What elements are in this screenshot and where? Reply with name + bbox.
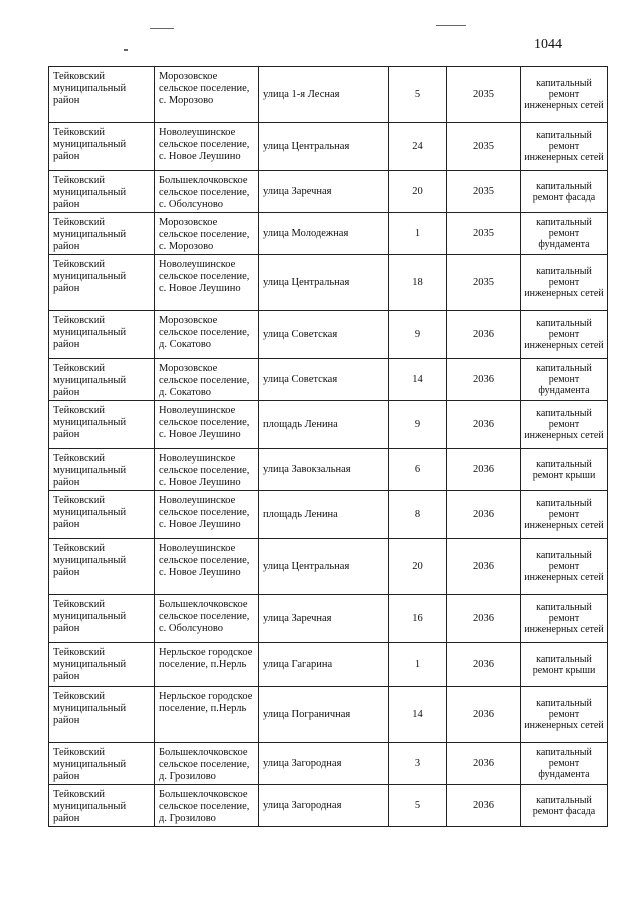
district-cell: Тейковский муниципальный район: [49, 687, 155, 743]
street-cell: улица Загородная: [259, 743, 389, 785]
work-type-cell: капитальный ремонт фундамента: [521, 743, 608, 785]
house-number-cell: 9: [389, 401, 447, 449]
year-cell: 2035: [447, 213, 521, 255]
house-number-cell: 18: [389, 255, 447, 311]
settlement-cell: Большеклочковское сельское поселение, д. Грозилово: [155, 785, 259, 827]
work-type-cell: капитальный ремонт фасада: [521, 785, 608, 827]
scan-artifact-line: [124, 49, 128, 51]
work-type-cell: капитальный ремонт инженерных сетей: [521, 539, 608, 595]
year-cell: 2036: [447, 401, 521, 449]
table-row: [49, 171, 608, 213]
house-number-cell: 1: [389, 213, 447, 255]
table-row: [49, 595, 608, 643]
house-number-cell: 6: [389, 449, 447, 491]
year-cell: 2035: [447, 123, 521, 171]
house-number-cell: 20: [389, 171, 447, 213]
street-cell: улица Гагарина: [259, 643, 389, 687]
district-cell: Тейковский муниципальный район: [49, 67, 155, 123]
table-row: [49, 643, 608, 687]
work-type-cell: капитальный ремонт инженерных сетей: [521, 255, 608, 311]
settlement-cell: Новолеушинское сельское поселение, с. Новое Леушино: [155, 491, 259, 539]
street-cell: площадь Ленина: [259, 491, 389, 539]
page-number: 1044: [534, 37, 562, 52]
district-cell: Тейковский муниципальный район: [49, 743, 155, 785]
work-type-cell: капитальный ремонт крыши: [521, 643, 608, 687]
year-cell: 2036: [447, 595, 521, 643]
house-number-cell: 5: [389, 785, 447, 827]
house-number-cell: 1: [389, 643, 447, 687]
street-cell: улица Центральная: [259, 123, 389, 171]
work-type-cell: капитальный ремонт инженерных сетей: [521, 595, 608, 643]
district-cell: Тейковский муниципальный район: [49, 539, 155, 595]
street-cell: площадь Ленина: [259, 401, 389, 449]
settlement-cell: Новолеушинское сельское поселение, с. Новое Леушино: [155, 449, 259, 491]
district-cell: Тейковский муниципальный район: [49, 359, 155, 401]
street-cell: улица Советская: [259, 311, 389, 359]
house-number-cell: 20: [389, 539, 447, 595]
district-cell: Тейковский муниципальный район: [49, 643, 155, 687]
street-cell: улица Заречная: [259, 595, 389, 643]
table-row: [49, 401, 608, 449]
settlement-cell: Новолеушинское сельское поселение, с. Новое Леушино: [155, 255, 259, 311]
work-type-cell: капитальный ремонт фундамента: [521, 213, 608, 255]
table-row: [49, 255, 608, 311]
settlement-cell: Большеклочковское сельское поселение, с. Оболсуново: [155, 595, 259, 643]
settlement-cell: Новолеушинское сельское поселение, с. Новое Леушино: [155, 123, 259, 171]
house-number-cell: 5: [389, 67, 447, 123]
settlement-cell: Нерльское городское поселение, п.Нерль: [155, 643, 259, 687]
district-cell: Тейковский муниципальный район: [49, 123, 155, 171]
street-cell: улица Центральная: [259, 255, 389, 311]
settlement-cell: Новолеушинское сельское поселение, с. Новое Леушино: [155, 401, 259, 449]
work-type-cell: капитальный ремонт инженерных сетей: [521, 67, 608, 123]
settlement-cell: Новолеушинское сельское поселение, с. Новое Леушино: [155, 539, 259, 595]
table-row: [49, 687, 608, 743]
work-type-cell: капитальный ремонт инженерных сетей: [521, 491, 608, 539]
settlement-cell: Морозовское сельское поселение, с. Морозово: [155, 67, 259, 123]
street-cell: улица Советская: [259, 359, 389, 401]
table-row: [49, 449, 608, 491]
work-type-cell: капитальный ремонт фундамента: [521, 359, 608, 401]
year-cell: 2036: [447, 687, 521, 743]
district-cell: Тейковский муниципальный район: [49, 311, 155, 359]
table-row: [49, 67, 608, 123]
settlement-cell: Большеклочковское сельское поселение, д. Грозилово: [155, 743, 259, 785]
table-row: [49, 123, 608, 171]
house-number-cell: 8: [389, 491, 447, 539]
year-cell: 2036: [447, 491, 521, 539]
settlement-cell: Нерльское городское поселение, п.Нерль: [155, 687, 259, 743]
work-type-cell: капитальный ремонт инженерных сетей: [521, 311, 608, 359]
table-body: [49, 67, 608, 827]
district-cell: Тейковский муниципальный район: [49, 491, 155, 539]
year-cell: 2036: [447, 539, 521, 595]
table-row: [49, 743, 608, 785]
table-row: [49, 539, 608, 595]
settlement-cell: Большеклочковское сельское поселение, с. Оболсуново: [155, 171, 259, 213]
street-cell: улица Пограничная: [259, 687, 389, 743]
settlement-cell: Морозовское сельское поселение, д. Сокатово: [155, 359, 259, 401]
street-cell: улица Завокзальная: [259, 449, 389, 491]
table-row: [49, 213, 608, 255]
repair-schedule-table: [48, 66, 608, 827]
year-cell: 2035: [447, 255, 521, 311]
district-cell: Тейковский муниципальный район: [49, 213, 155, 255]
scan-artifact-line: [150, 28, 174, 29]
district-cell: Тейковский муниципальный район: [49, 785, 155, 827]
year-cell: 2036: [447, 643, 521, 687]
district-cell: Тейковский муниципальный район: [49, 449, 155, 491]
settlement-cell: Морозовское сельское поселение, д. Сокатово: [155, 311, 259, 359]
street-cell: улица Загородная: [259, 785, 389, 827]
year-cell: 2035: [447, 171, 521, 213]
settlement-cell: Морозовское сельское поселение, с. Морозово: [155, 213, 259, 255]
street-cell: улица Молодежная: [259, 213, 389, 255]
year-cell: 2036: [447, 785, 521, 827]
year-cell: 2036: [447, 311, 521, 359]
work-type-cell: капитальный ремонт инженерных сетей: [521, 401, 608, 449]
street-cell: улица Заречная: [259, 171, 389, 213]
work-type-cell: капитальный ремонт инженерных сетей: [521, 687, 608, 743]
district-cell: Тейковский муниципальный район: [49, 401, 155, 449]
house-number-cell: 3: [389, 743, 447, 785]
year-cell: 2036: [447, 449, 521, 491]
district-cell: Тейковский муниципальный район: [49, 595, 155, 643]
table-row: [49, 359, 608, 401]
table-row: [49, 785, 608, 827]
year-cell: 2035: [447, 67, 521, 123]
street-cell: улица 1-я Лесная: [259, 67, 389, 123]
house-number-cell: 16: [389, 595, 447, 643]
work-type-cell: капитальный ремонт инженерных сетей: [521, 123, 608, 171]
house-number-cell: 9: [389, 311, 447, 359]
table-row: [49, 311, 608, 359]
house-number-cell: 14: [389, 687, 447, 743]
work-type-cell: капитальный ремонт крыши: [521, 449, 608, 491]
work-type-cell: капитальный ремонт фасада: [521, 171, 608, 213]
year-cell: 2036: [447, 359, 521, 401]
district-cell: Тейковский муниципальный район: [49, 171, 155, 213]
street-cell: улица Центральная: [259, 539, 389, 595]
district-cell: Тейковский муниципальный район: [49, 255, 155, 311]
house-number-cell: 24: [389, 123, 447, 171]
year-cell: 2036: [447, 743, 521, 785]
house-number-cell: 14: [389, 359, 447, 401]
scan-artifact-line: [436, 25, 466, 26]
table-row: [49, 491, 608, 539]
